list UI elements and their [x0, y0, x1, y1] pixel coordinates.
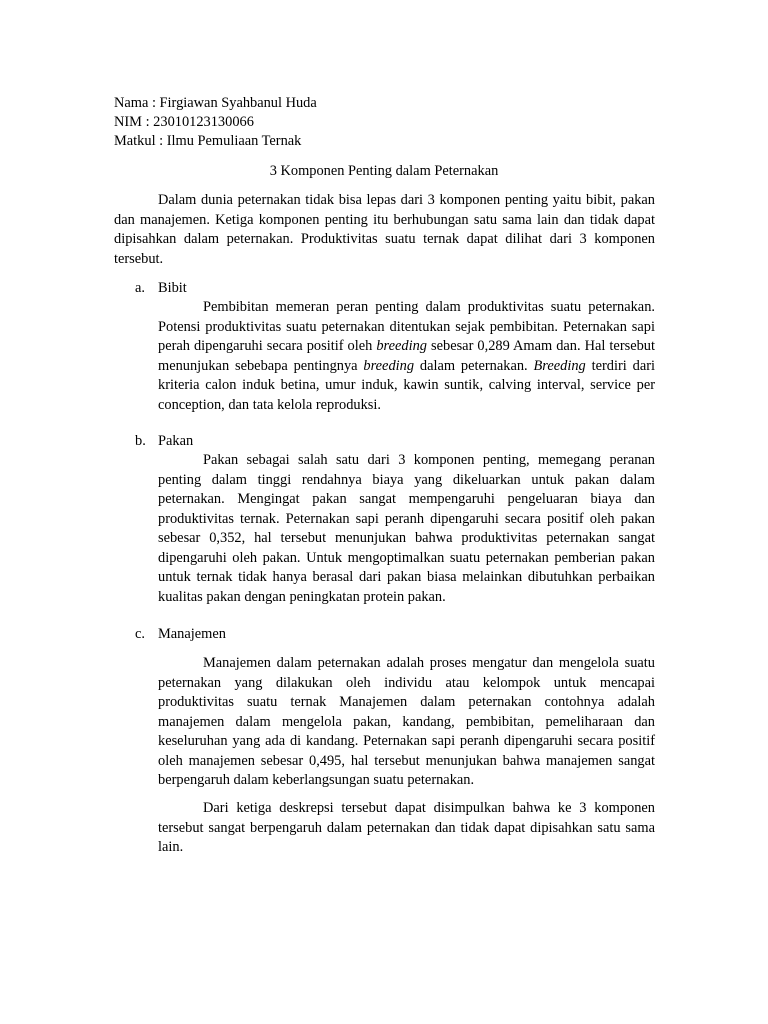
matkul-line: Matkul : Ilmu Pemuliaan Ternak	[114, 133, 302, 149]
section-bibit-paragraph	[158, 298, 655, 415]
list-marker: b.	[135, 433, 146, 449]
section-pakan-heading	[135, 432, 193, 451]
document-title: 3 Komponen Penting dalam Peternakan	[269, 163, 499, 179]
section-label: Pakan	[158, 433, 194, 449]
emphasis-text: breeding	[376, 338, 427, 354]
conclusion-paragraph: Dari ketiga deskrepsi tersebut dapat disimpulkan bahwa ke 3 komponen tersebut sangat berpengaruh dalam peternakan dan tidak dapat dipisahkan satu sama lain.	[158, 800, 655, 855]
emphasis-text: breeding	[363, 357, 415, 374]
name-line: Nama : Firgiawan Syahbanul Huda	[114, 95, 317, 111]
paragraph-text: dalam peternakan.	[414, 357, 534, 374]
section-pakan-paragraph: Pakan sebagai salah satu dari 3 komponen penting, memegang peranan penting dalam tinggi rendahnya biaya yang dikeluarkan untuk pakan dalam peternakan. Mengingat pakan sangat mempengaruhi pengeluaran biaya dan produktivitas ternak. Peternakan sapi peranh dipengaruhi secara positif oleh pakan sebesar 0,352, hal tersebut menunjukan bahwa produktivitas peternakan sangat dipengaruhi oleh pakan. Untuk mengoptimalkan suatu peternakan pemberian pakan untuk ternak tidak hanya berasal dari pakan biasa melainkan dibutuhkan perbaikan kualitas pakan dengan peningkatan protein pakan.	[158, 452, 655, 605]
nim-line: NIM : 23010123130066	[114, 114, 254, 130]
section-manajemen-paragraph: Manajemen dalam peternakan adalah proses mengatur dan mengelola suatu peternakan yang dilakukan oleh individu atau kelompok untuk mencapai produktivitas suatu ternak Manajemen dalam peternakan contohnya adalah manajemen dalam mengelola pakan, kandang, pembibitan, pemeliharaan dan keseluruhan yang ada di kandang. Peternakan sapi peranh dipengaruhi secara positif oleh manajemen sebesar 0,495, hal tersebut menunjukan bahwa manajemen sangat berpengaruh dalam keberlangsungan suatu peternakan.	[158, 655, 655, 788]
student-info	[114, 94, 317, 151]
section-label: Bibit	[158, 280, 187, 296]
section-label: Manajemen	[158, 626, 226, 642]
list-marker: a.	[135, 280, 145, 296]
intro-paragraph: Dalam dunia peternakan tidak bisa lepas dari 3 komponen penting yaitu bibit, pakan dan manajemen. Ketiga komponen penting itu berhubungan satu sama lain dan tidak dapat dipisahkan dalam peternakan. Produktivitas suatu ternak dapat dilihat dari 3 komponen tersebut.	[114, 192, 655, 267]
paragraph-text: sebesar 0,289 Amam dan. Hal tersebut menunjukan sebebapa pentingnya	[158, 338, 655, 374]
section-manajemen-heading	[135, 625, 226, 644]
section-bibit-heading	[135, 279, 187, 298]
list-marker: c.	[135, 626, 145, 642]
paragraph-text: Pembibitan memeran peran penting dalam produktivitas suatu peternakan. Potensi produktivitas suatu peternakan ditentukan sejak pembibitan. Peternakan sapi perah dipengaruhi secara positif oleh	[158, 299, 655, 354]
paragraph-text: terdiri dari kriteria calon induk betina, umur induk, kawin suntik, calving interval, service per conception, dan tata kelola reproduksi.	[158, 357, 655, 413]
emphasis-text: Breeding	[533, 357, 586, 374]
